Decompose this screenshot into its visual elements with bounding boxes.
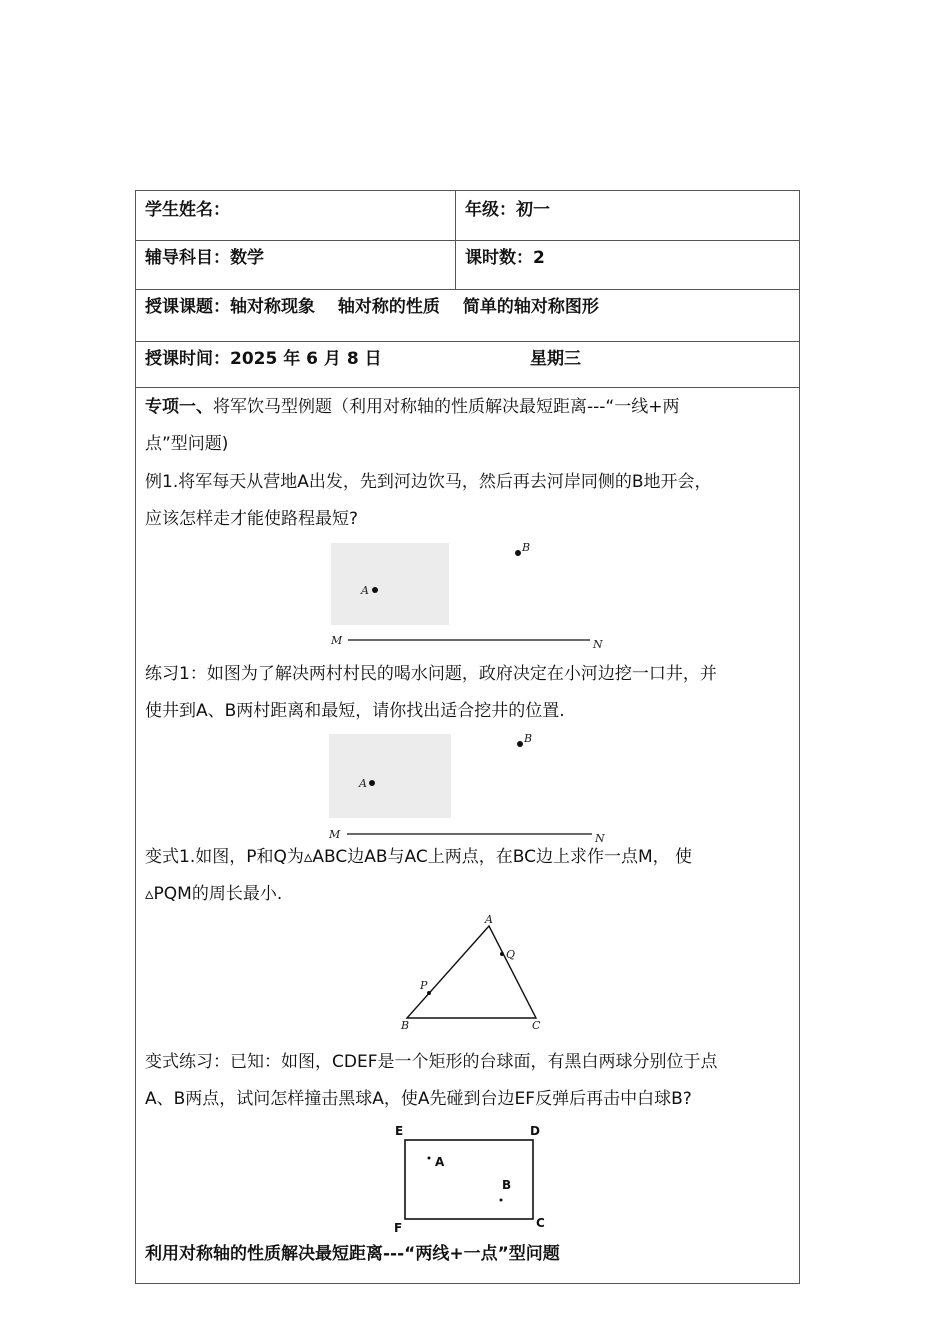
variant-practice-line2: A、B两点，试问怎样撞击黑球A，使A先碰到台边EF反弹后再击中白球B? <box>145 1089 692 1109</box>
label-a: A <box>359 777 367 790</box>
point-a <box>372 587 378 593</box>
topic-label: 授课课题：轴对称现象 轴对称的性质 简单的轴对称图形 <box>145 297 599 317</box>
figure-river-1 <box>326 538 616 651</box>
table-rect <box>405 1140 533 1219</box>
point-q <box>500 952 504 956</box>
label-p: P <box>420 979 428 992</box>
label-b: B <box>522 541 531 554</box>
label-e: E <box>395 1124 404 1138</box>
figure-smudge <box>329 734 451 818</box>
label-n: N <box>593 638 603 651</box>
row-topic <box>136 290 799 342</box>
section1-line2: 点”型问题) <box>145 434 229 454</box>
figure-smudge <box>331 543 449 625</box>
weekday-label: 星期三 <box>530 349 581 369</box>
lesson-table <box>135 190 800 1284</box>
label-c: C <box>536 1216 545 1230</box>
figure-billiard-table <box>390 1123 560 1233</box>
label-b: B <box>401 1019 410 1032</box>
student-name-label: 学生姓名： <box>145 200 230 220</box>
point-b <box>517 741 523 747</box>
label-n: N <box>595 832 605 845</box>
label-a: A <box>435 1155 445 1169</box>
label-a: A <box>485 913 493 926</box>
variant1-line1: 变式1.如图，P和Q为▵ABC边AB与AC上两点，在BC边上求作一点M， 使 <box>145 847 693 867</box>
label-b: B <box>502 1178 512 1192</box>
figure-triangle <box>396 913 556 1033</box>
section1-line1 <box>145 397 679 417</box>
label-m: M <box>329 828 341 841</box>
time-label: 授课时间：2025 年 6 月 8 日 <box>145 349 382 369</box>
subject-label: 辅导科目：数学 <box>145 248 264 268</box>
section2-title: 利用对称轴的性质解决最短距离---“两线+一点”型问题 <box>145 1244 560 1264</box>
example1-line2: 应该怎样走才能使路程最短? <box>145 509 359 529</box>
content-area <box>136 388 799 1283</box>
point-b <box>515 550 521 556</box>
point-p <box>427 991 431 995</box>
practice1-line1: 练习1：如图为了解决两村村民的喝水问题，政府决定在小河边挖一口井，并 <box>145 664 717 684</box>
section1-text: 将军饮马型例题（利用对称轴的性质解决最短距离---“一线+两 <box>213 397 680 417</box>
row-time <box>136 342 799 388</box>
figure-river-2 <box>324 731 614 845</box>
triangle-abc <box>407 926 536 1018</box>
ball-b <box>500 1199 503 1202</box>
label-c: C <box>532 1019 541 1032</box>
grade-label: 年级：初一 <box>465 200 550 220</box>
variant1-line2: ▵PQM的周长最小. <box>145 884 283 904</box>
section1-title: 专项一、 <box>145 397 213 417</box>
example1-line1: 例1.将军每天从营地A出发，先到河边饮马，然后再去河岸同侧的B地开会， <box>145 472 712 492</box>
label-d: D <box>530 1124 540 1138</box>
ball-a <box>428 1157 431 1160</box>
label-q: Q <box>506 948 516 961</box>
variant-practice-line1: 变式练习：已知：如图，CDEF是一个矩形的台球面，有黑白两球分别位于点 <box>145 1052 718 1072</box>
practice1-line2: 使井到A、B两村距离和最短，请你找出适合挖井的位置. <box>145 701 565 721</box>
row-student <box>136 191 799 241</box>
label-a: A <box>361 584 369 597</box>
label-b: B <box>524 732 533 745</box>
point-a <box>369 780 375 786</box>
row-subject <box>136 241 799 290</box>
label-m: M <box>331 634 343 647</box>
hours-label: 课时数：2 <box>465 248 545 268</box>
label-f: F <box>394 1221 403 1235</box>
